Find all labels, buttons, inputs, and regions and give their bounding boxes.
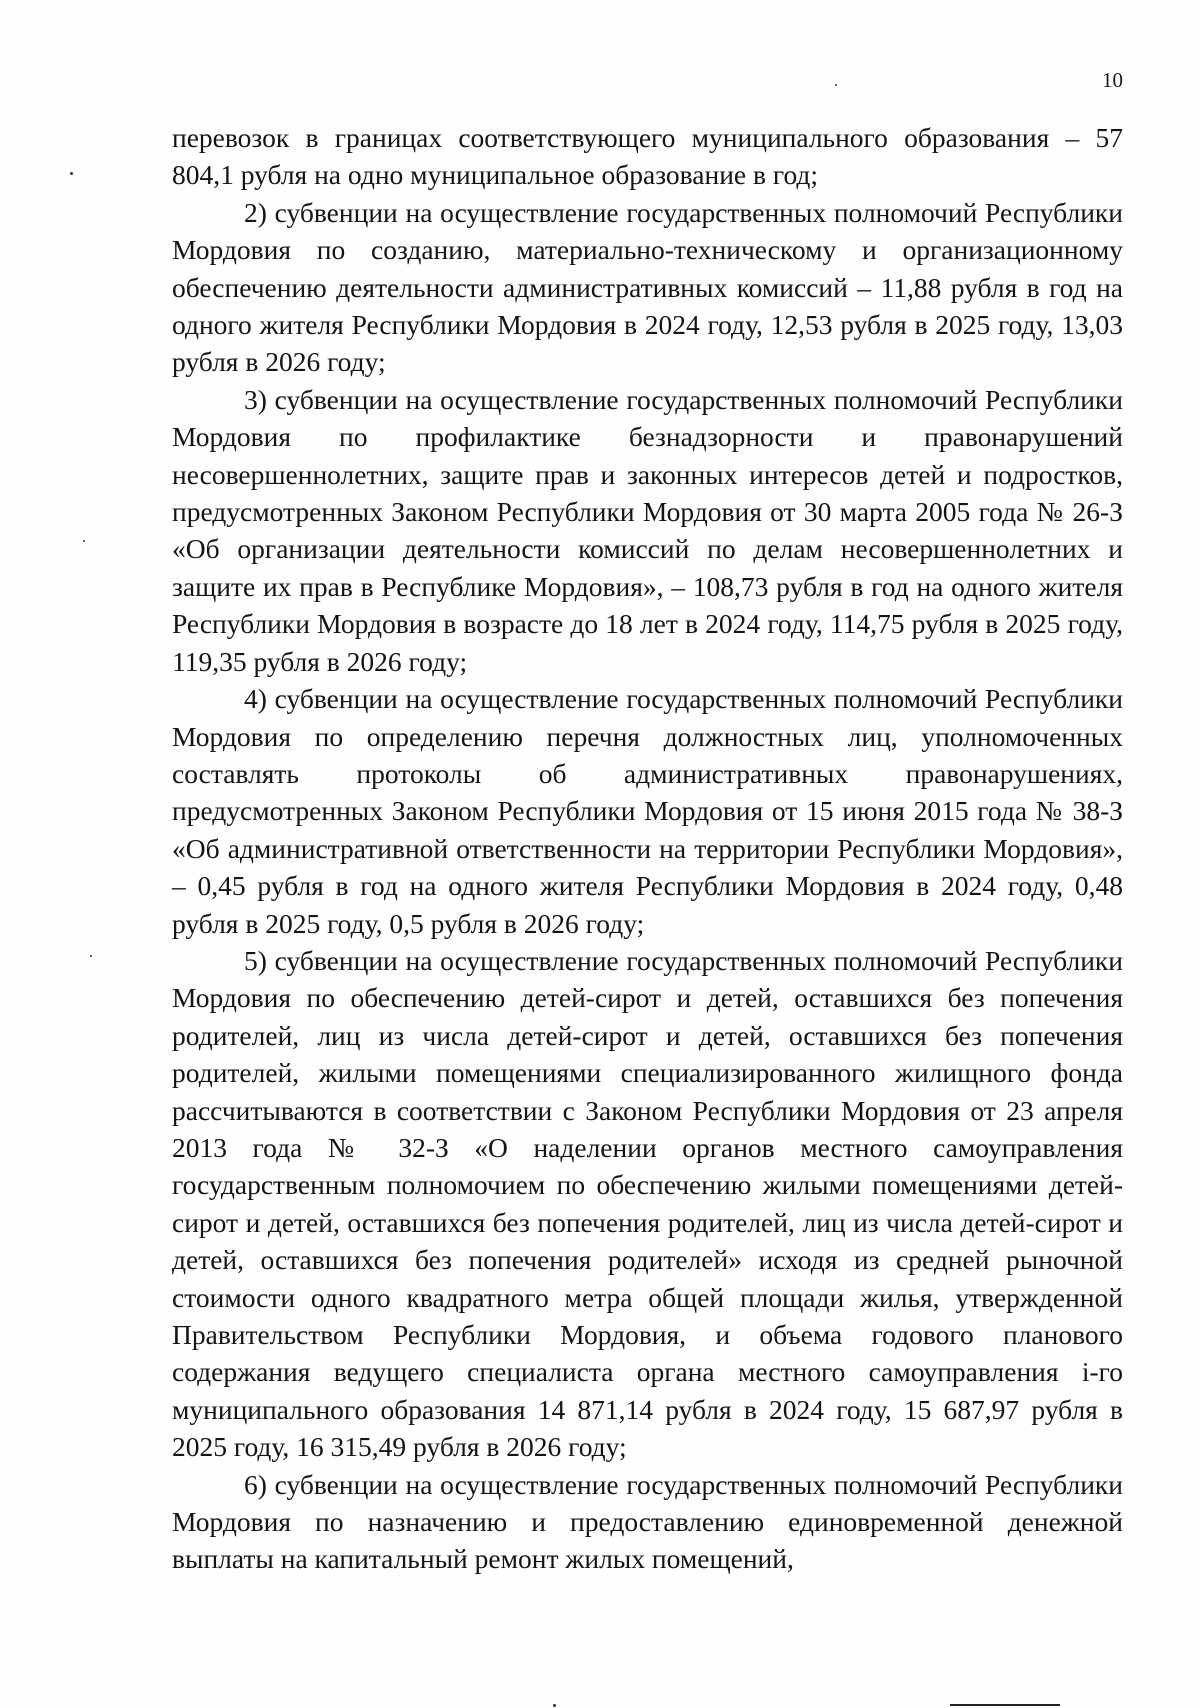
scan-speck bbox=[83, 540, 85, 542]
scan-speck bbox=[835, 84, 837, 86]
page-number: 10 bbox=[1102, 68, 1123, 92]
scan-speck bbox=[90, 955, 92, 957]
paragraph-item-6: 6) субвенции на осуществление государственных полномочий Республики Мордовия по назначению и предоставлению единовременной денежной выплаты на капитальный ремонт жилых помещений, bbox=[172, 1468, 1123, 1575]
paragraph-item-2: 2) субвенции на осуществление государственных полномочий Республики Мордовия по созданию, материально-техническому и организационному обеспечению деятельности административных комиссий – 11,88 рубля в год на одного жителя Республики Мордовия в 2024 году, 12,53 рубля в 2025 году, 13,03 рубля в 2026 году; bbox=[172, 196, 1123, 378]
scan-speck bbox=[553, 1704, 556, 1707]
paragraph-item-4: 4) субвенции на осуществление государственных полномочий Республики Мордовия по определению перечня должностных лиц, уполномоченных составлять протоколы об административных правонарушениях, предусмотренных Законом Республики Мордовия от 15 июня 2015 года № 38-З «Об административной ответственности на территории Республики Мордовия», – 0,45 рубля в год на одного жителя Республики Мордовия в 2024 году, 0,48 рубля в 2025 году, 0,5 рубля в 2026 году; bbox=[172, 683, 1123, 939]
document-body bbox=[172, 119, 1123, 1578]
paragraph-item-3: 3) субвенции на осуществление государственных полномочий Республики Мордовия по профилактике безнадзорности и правонарушений несовершеннолетних, защите прав и законных интересов детей и подростков, предусмотренных Законом Республики Мордовия от 30 марта 2005 года № 26-З «Об организации деятельности комиссий по делам несовершеннолетних и защите их прав в Республике Мордовия», – 108,73 рубля в год на одного жителя Республики Мордовия в возрасте до 18 лет в 2024 году, 114,75 рубля в 2025 году, 119,35 рубля в 2026 году; bbox=[172, 383, 1123, 677]
scan-speck bbox=[70, 172, 73, 175]
paragraph-item-5: 5) субвенции на осуществление государственных полномочий Республики Мордовия по обеспечению детей-сирот и детей, оставшихся без попечения родителей, лиц из числа детей-сирот и детей, оставшихся без попечения родителей, жилыми помещениями специализированного жилищного фонда рассчитываются в соответствии с Законом Республики Мордовия от 23 апреля 2013 года № 32-З «О наделении органов местного самоуправления государственным полномочием по обеспечению жилыми помещениями детей-сирот и детей, оставшихся без попечения родителей, лиц из числа детей-сирот и детей, оставшихся без попечения родителей» исходя из средней рыночной стоимости одного квадратного метра общей площади жилья, утвержденной Правительством Республики Мордовия, и объема годового планового содержания ведущего специалиста органа местного самоуправления i-го муниципального образования 14 871,14 рубля в 2024 году, 15 687,97 рубля в 2025 году, 16 315,49 рубля в 2026 году; bbox=[172, 944, 1123, 1463]
paragraph-continuation: перевозок в границах соответствующего муниципального образования – 57 804,1 рубля на одно муниципальное образование в год; bbox=[172, 122, 1123, 191]
scan-edge-line bbox=[950, 1704, 1060, 1706]
